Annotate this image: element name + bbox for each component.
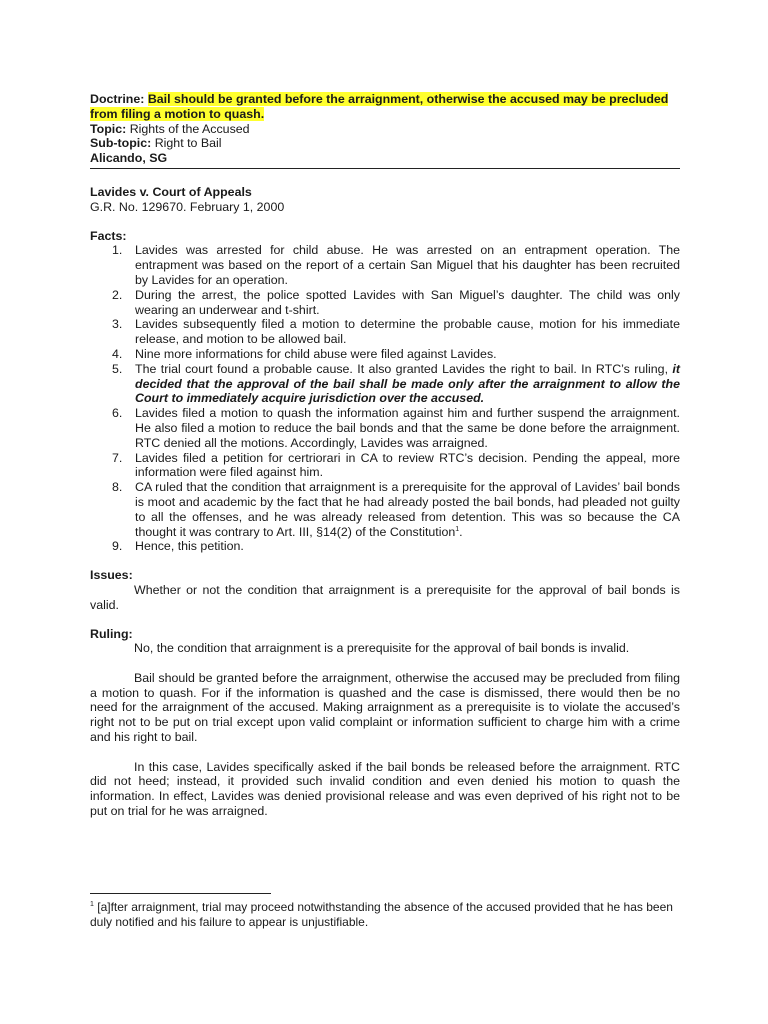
list-text: Nine more informations for child abuse were filed against Lavides. bbox=[135, 346, 497, 361]
list-item bbox=[90, 480, 680, 539]
doctrine-text: Bail should be granted before the arraignment, otherwise the accused may be precluded from filing a motion to quash. bbox=[90, 92, 669, 121]
footnote-text: [a]fter arraignment, trial may proceed notwithstanding the absence of the accused provided that he has been duly notified and his failure to appear is unjustifiable. bbox=[90, 900, 673, 929]
footnote-divider bbox=[90, 893, 271, 894]
list-number: 5. bbox=[112, 361, 123, 376]
list-number: 2. bbox=[112, 287, 123, 302]
list-item bbox=[90, 288, 680, 318]
list-item bbox=[90, 347, 680, 362]
list-text: Lavides subsequently filed a motion to determine the probable cause, motion for his immediate release, and motion to be allowed bail. bbox=[135, 317, 680, 347]
list-text: Lavides filed a petition for certriorari in CA to review RTC’s decision. Pending the appeal, more information were filed against him. bbox=[135, 450, 680, 480]
issues-text: Whether or not the condition that arraignment is a prerequisite for the approval of bail bonds is valid. bbox=[90, 582, 680, 612]
subtopic-text: Right to Bail bbox=[154, 136, 222, 151]
subtopic-line bbox=[90, 136, 680, 151]
list-item bbox=[90, 317, 680, 347]
case-title: Lavides v. Court of Appeals bbox=[90, 184, 252, 199]
list-item bbox=[90, 451, 680, 481]
list-text: During the arrest, the police spotted Lavides with San Miguel’s daughter. The child was only wearing an underwear and t-shirt. bbox=[135, 287, 680, 317]
header-divider bbox=[90, 168, 680, 169]
list-text: The trial court found a probable cause. It also granted Lavides the right to bail. In RTC’s ruling, bbox=[135, 361, 673, 376]
footnote-reference[interactable]: 1 bbox=[455, 525, 460, 533]
ruling-heading: Ruling: bbox=[90, 626, 133, 641]
author: Alicando, SG bbox=[90, 151, 168, 166]
list-text-end: . bbox=[459, 524, 463, 539]
issues-heading: Issues: bbox=[90, 568, 133, 583]
ruling-answer: No, the condition that arraignment is a prerequisite for the approval of bail bonds is invalid. bbox=[134, 641, 630, 656]
footnote-marker: 1 bbox=[90, 901, 94, 908]
list-number: 6. bbox=[112, 406, 123, 421]
list-item bbox=[90, 362, 680, 406]
list-number: 3. bbox=[112, 317, 123, 332]
list-number: 8. bbox=[112, 480, 123, 495]
list-number: 1. bbox=[112, 243, 123, 258]
subtopic-label: Sub-topic: bbox=[90, 136, 152, 151]
list-text: Lavides was arrested for child abuse. He was arrested on an entrapment operation. The entrapment was based on the report of a certain San Miguel that his daughter has been recruited by Lavides for an operation. bbox=[135, 243, 680, 287]
list-number: 4. bbox=[112, 346, 123, 361]
footnote bbox=[90, 900, 680, 930]
topic-text: Rights of the Accused bbox=[129, 121, 250, 136]
list-item bbox=[90, 406, 680, 450]
list-text: Lavides filed a motion to quash the information against him and further suspend the arraignment. He also filed a motion to reduce the bail bonds and that the same be done before the arraignment. RTC denied all the motions. Accordingly, Lavides was arraigned. bbox=[135, 406, 680, 450]
topic-line bbox=[90, 122, 680, 137]
list-text: CA ruled that the condition that arraignment is a prerequisite for the approval of Lavides’ bail bonds is moot and academic by the fact that he had already posted the bail bonds, had pleaded not guilty to all the offenses, and he was already released from detention. This was so because the CA thought it was contrary to Art. III, §14(2) of the Constitution bbox=[135, 480, 680, 539]
facts-heading: Facts: bbox=[90, 228, 127, 243]
topic-label: Topic: bbox=[90, 121, 127, 136]
list-text: Hence, this petition. bbox=[135, 539, 244, 554]
list-number: 9. bbox=[112, 539, 123, 554]
list-item bbox=[90, 243, 680, 287]
list-number: 7. bbox=[112, 450, 123, 465]
doctrine-label: Doctrine: bbox=[90, 92, 145, 106]
facts-list bbox=[90, 243, 680, 554]
ruling-paragraph: In this case, Lavides specifically asked if the bail bonds be released before the arraignment. RTC did not heed; instead, it provided such invalid condition and even denied his motion to quash the information. In effect, Lavides was denied provisional release and was even deprived of his right not to be put on trial for he was arraigned. bbox=[90, 759, 680, 819]
emphasized-ruling-text: it decided that the approval of the bail shall be made only after the arraignment to allow the Court to immediately acquire jurisdiction over the accused. bbox=[135, 361, 680, 406]
case-citation: G.R. No. 129670. February 1, 2000 bbox=[90, 199, 285, 214]
doctrine-line bbox=[90, 92, 680, 122]
ruling-paragraph: Bail should be granted before the arraignment, otherwise the accused may be precluded from filing a motion to quash. For if the information is quashed and the case is dismissed, there would then be no need for the arraignment of the accused. Making arraignment as a prerequisite is to violate the accused’s right not to be put on trial except upon valid complaint or information sufficient to charge him with a crime and his right to bail. bbox=[90, 670, 680, 745]
document-body bbox=[90, 92, 680, 819]
list-item bbox=[90, 539, 680, 554]
